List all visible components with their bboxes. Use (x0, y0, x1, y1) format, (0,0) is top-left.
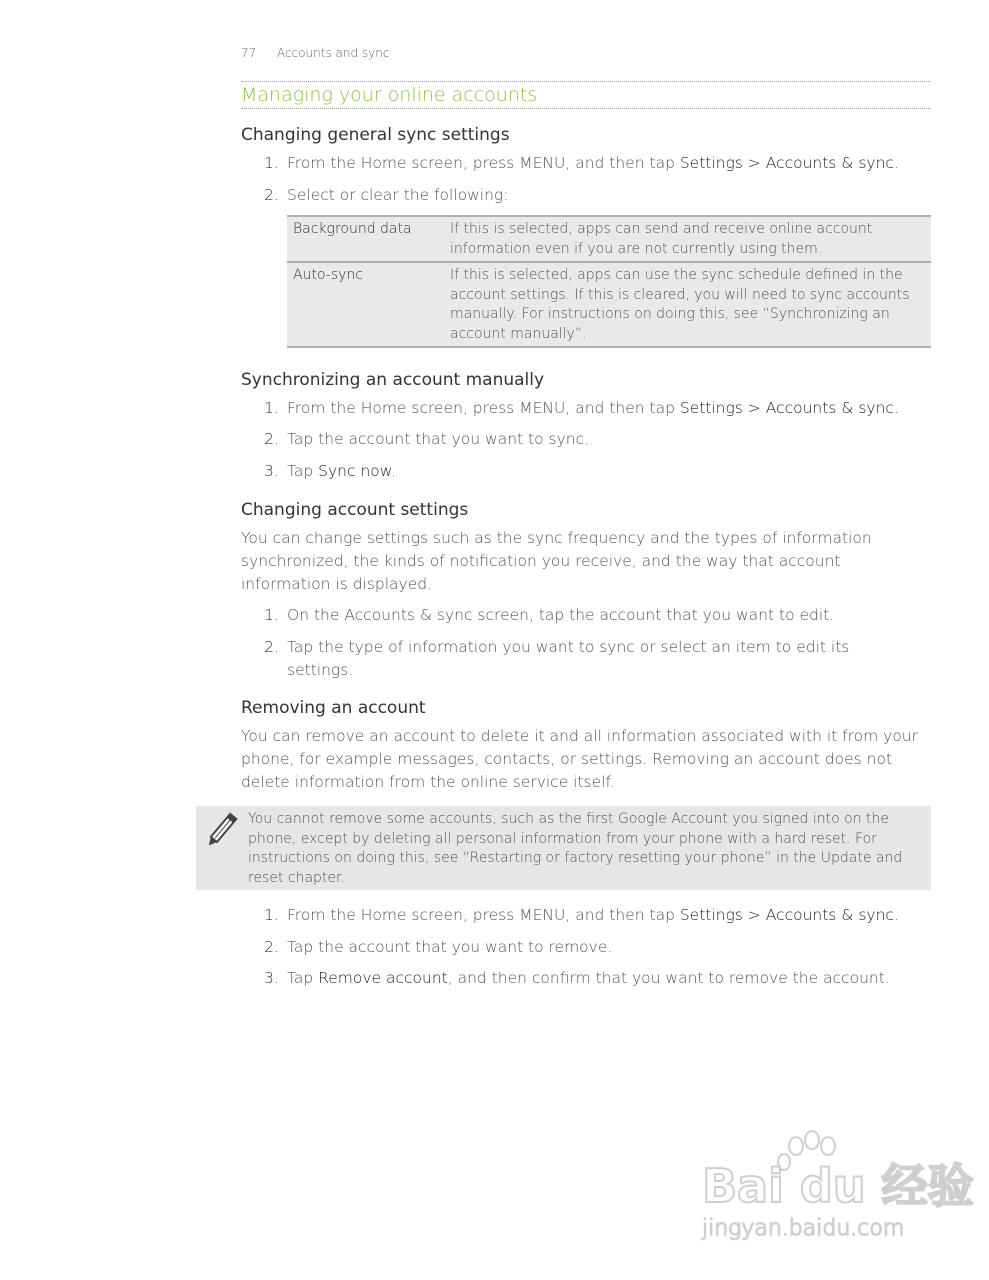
option-name: Auto-sync (293, 267, 363, 283)
paragraph: You can change settings such as the sync frequency and the types of information synchronized, the kinds of notification you receive, and the way that account information is displayed. (241, 529, 872, 593)
table-row (287, 215, 931, 261)
watermark-brand: Bai du 经验 (702, 1159, 974, 1213)
option-description: If this is selected, apps can send and receive online account information even if you are not currently using them. (450, 221, 873, 257)
note-text: You cannot remove some accounts, such as the first Google Account you signed into on the phone, except by deleting all personal information from your phone with a hard reset. For instructions on doing this, see “Restarting or factory resetting your phone” in the Update and reset chapter. (248, 811, 903, 886)
page-number: 77 (241, 46, 257, 60)
heading-account-settings: Changing account settings (241, 500, 469, 520)
option-name: Background data (293, 221, 412, 237)
section-title: Managing your online accounts (241, 84, 538, 106)
heading-remove-account: Removing an account (241, 698, 426, 718)
title-rule-top (241, 81, 931, 82)
watermark-url: jingyan.baidu.com (702, 1216, 905, 1241)
baidu-watermark-logo (700, 1130, 974, 1245)
table-row (287, 261, 931, 348)
chapter-name: Accounts and sync (277, 46, 390, 60)
pencil-icon (200, 810, 242, 856)
paragraph: You can remove an account to delete it and all information associated with it from your phone, for example messages, contacts, or settings. Removing an account does not delete information from the online service itself. (241, 727, 919, 791)
heading-manual-sync: Synchronizing an account manually (241, 370, 545, 390)
running-header (241, 46, 389, 60)
option-description: If this is selected, apps can use the sync schedule defined in the account settings. If this is cleared, you will need to sync accounts manually. For instructions on doing this, see “Synchronizing an account manually”. (450, 267, 910, 342)
heading-general-sync: Changing general sync settings (241, 125, 510, 145)
sync-options-table (287, 215, 931, 348)
note-box (196, 806, 931, 890)
title-rule-bottom (241, 108, 931, 109)
